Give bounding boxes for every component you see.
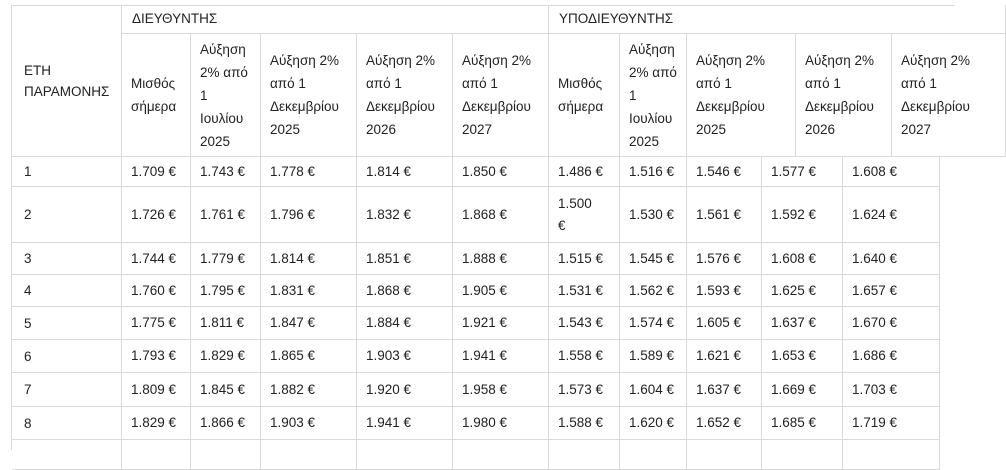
table-cell-empty (762, 440, 843, 470)
table-cell-empty (453, 440, 549, 470)
table-cell: 1.530 € (620, 187, 687, 243)
table-cell: 1.793 € (122, 340, 191, 373)
table-cell: 1.719 € (843, 407, 940, 440)
column-header: Αύξηση 2% από 1 Δεκεμβρίου 2027 (892, 34, 1006, 157)
table-cell: 1.637 € (762, 307, 843, 340)
table-cell: 1.545 € (620, 243, 687, 275)
table-cell: 1.958 € (453, 373, 549, 407)
table-cell: 1.905 € (453, 275, 549, 307)
table-cell-empty (357, 440, 453, 470)
table-cell-empty (549, 440, 620, 470)
table-cell: 1.640 € (843, 243, 940, 275)
table-cell: 1.621 € (687, 340, 762, 373)
table-cell: 1.593 € (687, 275, 762, 307)
column-header: Μισθός σήμερα (549, 34, 620, 157)
table-cell: 1.576 € (687, 243, 762, 275)
column-header: Αύξηση 2% από 1 Δεκεμβρίου 2026 (357, 34, 453, 157)
table-cell: 1.829 € (191, 340, 261, 373)
table-cell: 1.685 € (762, 407, 843, 440)
column-header: Αύξηση 2% από 1 Δεκεμβρίου 2027 (453, 34, 549, 157)
table-cell: 1.845 € (191, 373, 261, 407)
table-cell: 1.743 € (191, 157, 261, 187)
table-cell: 1.941 € (357, 407, 453, 440)
table-cell: 1.703 € (843, 373, 940, 407)
table-cell: 1.941 € (453, 340, 549, 373)
table-cell: 1.809 € (122, 373, 191, 407)
table-cell: 1.882 € (261, 373, 357, 407)
column-header: Αύξηση 2% από 1 Ιουλίου 2025 (191, 34, 261, 157)
table-cell: 1.574 € (620, 307, 687, 340)
table-cell: 1.761 € (191, 187, 261, 243)
table-cell: 1.561 € (687, 187, 762, 243)
table-cell: 1.831 € (261, 275, 357, 307)
table-cell: 1.670 € (843, 307, 940, 340)
table-cell: 1.546 € (687, 157, 762, 187)
column-header: Αύξηση 2% από 1 Ιουλίου 2025 (620, 34, 687, 157)
row-year-label: 2 (12, 187, 122, 243)
table-cell: 1.866 € (191, 407, 261, 440)
row-year-label: 8 (12, 407, 122, 440)
table-cell: 1.686 € (843, 340, 940, 373)
group-header-director: ΔΙΕΥΘΥΝΤΗΣ (122, 5, 549, 34)
table-cell: 1.744 € (122, 243, 191, 275)
table-cell: 1.811 € (191, 307, 261, 340)
table-cell: 1.543 € (549, 307, 620, 340)
row-year-label: 7 (12, 373, 122, 407)
table-cell: 1.795 € (191, 275, 261, 307)
table-cell: 1.624 € (843, 187, 940, 243)
corner-header-years: ΕΤΗ ΠΑΡΑΜΟΝΗΣ (12, 5, 122, 157)
row-year-label: 5 (12, 307, 122, 340)
table-cell-empty (122, 440, 191, 470)
table-cell: 1.608 € (762, 243, 843, 275)
table-cell: 1.884 € (357, 307, 453, 340)
table-cell: 1.653 € (762, 340, 843, 373)
table-cell: 1.515 € (549, 243, 620, 275)
table-cell: 1.829 € (122, 407, 191, 440)
column-header: Αύξηση 2% από 1 Δεκεμβρίου 2025 (261, 34, 357, 157)
table-cell: 1.709 € (122, 157, 191, 187)
table-cell: 1.980 € (453, 407, 549, 440)
table-cell: 1.868 € (357, 275, 453, 307)
column-header: Αύξηση 2% από 1 Δεκεμβρίου 2025 (687, 34, 796, 157)
table-cell: 1.620 € (620, 407, 687, 440)
table-cell: 1.760 € (122, 275, 191, 307)
table-cell: 1.726 € (122, 187, 191, 243)
row-year-label: 3 (12, 243, 122, 275)
table-cell: 1.920 € (357, 373, 453, 407)
row-year-label: 4 (12, 275, 122, 307)
group-header-deputy-director: ΥΠΟΔΙΕΥΘΥΝΤΗΣ (549, 5, 1006, 34)
table-cell: 1.832 € (357, 187, 453, 243)
table-cell: 1.592 € (762, 187, 843, 243)
column-header: Μισθός σήμερα (122, 34, 191, 157)
table-cell: 1.608 € (843, 157, 940, 187)
table-cell: 1.814 € (261, 243, 357, 275)
table-cell: 1.562 € (620, 275, 687, 307)
row-year-label: 6 (12, 340, 122, 373)
table-cell: 1.637 € (687, 373, 762, 407)
table-cell-empty (261, 440, 357, 470)
table-cell: 1.652 € (687, 407, 762, 440)
table-cell: 1.851 € (357, 243, 453, 275)
table-cell: 1.588 € (549, 407, 620, 440)
table-cell: 1.558 € (549, 340, 620, 373)
column-header: Αύξηση 2% από 1 Δεκεμβρίου 2026 (796, 34, 892, 157)
table-cell: 1.847 € (261, 307, 357, 340)
table-cell: 1.573 € (549, 373, 620, 407)
table-cell: 1.779 € (191, 243, 261, 275)
table-cell-empty (620, 440, 687, 470)
table-cell: 1.605 € (687, 307, 762, 340)
table-cell: 1.486 € (549, 157, 620, 187)
table-cell: 1.604 € (620, 373, 687, 407)
table-cell-empty (687, 440, 762, 470)
table-cell: 1.868 € (453, 187, 549, 243)
table-cell-empty (843, 440, 940, 470)
table-cell: 1.500 € (549, 187, 620, 243)
table-cell-empty (191, 440, 261, 470)
table-cell: 1.625 € (762, 275, 843, 307)
table-cell: 1.850 € (453, 157, 549, 187)
table-cell: 1.888 € (453, 243, 549, 275)
table-cell: 1.814 € (357, 157, 453, 187)
table-cell: 1.669 € (762, 373, 843, 407)
table-cell: 1.903 € (357, 340, 453, 373)
table-cell: 1.516 € (620, 157, 687, 187)
table-cell: 1.921 € (453, 307, 549, 340)
table-cell: 1.796 € (261, 187, 357, 243)
table-cell: 1.865 € (261, 340, 357, 373)
row-year-label: 1 (12, 157, 122, 187)
table-cell: 1.531 € (549, 275, 620, 307)
table-cell: 1.903 € (261, 407, 357, 440)
table-cell: 1.657 € (843, 275, 940, 307)
table-cell: 1.577 € (762, 157, 843, 187)
table-cell: 1.775 € (122, 307, 191, 340)
table-cell-empty (12, 440, 122, 470)
table-cell: 1.589 € (620, 340, 687, 373)
table-cell: 1.778 € (261, 157, 357, 187)
